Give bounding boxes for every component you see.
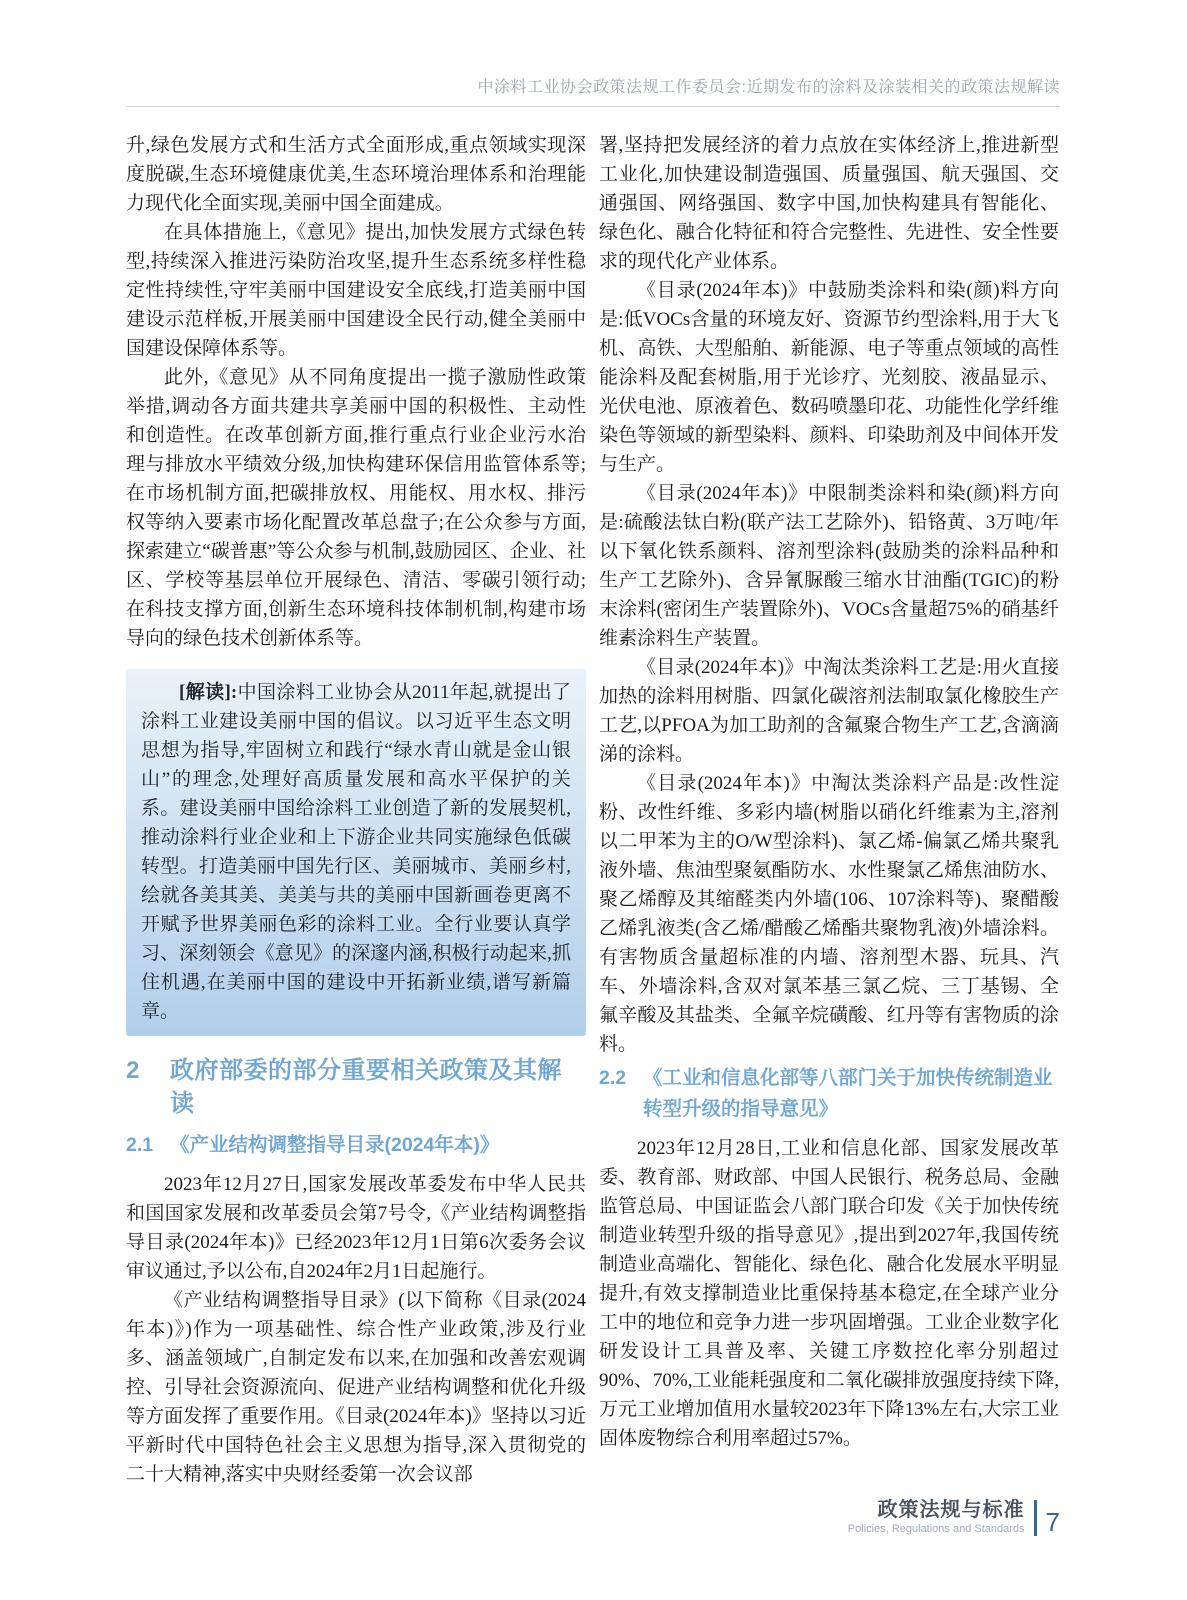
paragraph: 在具体措施上,《意见》提出,加快发展方式绿色转型,持续深入推进污染防治攻坚,提升生态系统多样性稳定性持续性,守牢美丽中国建设安全底线,打造美丽中国建设示范样板,开展美丽中国建设全民行动,健全美丽中国建设保障体系等。 — [126, 222, 586, 359]
right-column — [599, 131, 1059, 1489]
paragraph: 《目录(2024年本)》中淘汰类涂料工艺是:用火直接加热的涂料用树脂、四氯化碳溶剂法制取氯化橡胶生产工艺,以PFOA为加工助剂的含氟聚合物生产工艺,含滴滴涕的涂料。 — [599, 657, 1059, 765]
page-footer — [848, 1499, 1060, 1536]
section-2-heading — [126, 1054, 586, 1120]
interpretation-text: 中国涂料工业协会从2011年起,就提出了涂料工业建设美丽中国的倡议。以习近平生态文明思想为指导,牢固树立和践行“绿水青山就是金山银山”的理念,处理好高质量发展和高水平保护的关系。建设美丽中国给涂料工业创造了新的发展契机,推动涂料行业企业和上下游企业共同实施绿色低碳转型。打造美丽中国先行区、美丽城市、美丽乡村,绘就各美其美、美美与共的美丽中国新画卷更离不开赋予世界美丽色彩的涂料工业。全行业要认真学习、深刻领会《意见》的深邃内涵,积极行动起来,抓住机遇,在美丽中国的建设中开拓新业绩,谱写新篇章。 — [141, 682, 572, 1022]
interpretation-label: [解读]: — [179, 682, 238, 703]
footer-section-title-en: Policies, Regulations and Standards — [847, 1523, 1025, 1535]
paragraph: 《产业结构调整指导目录》(以下简称《目录(2024年本)》)作为一项基础性、综合性产业政策,涉及行业多、涵盖领域广,自制定发布以来,在加强和改善宏观调控、引导社会资源流向、促进产业结构调整和优化升级等方面发挥了重要作用。《目录(2024年本)》坚持以习近平新时代中国特色社会主义思想为指导,深入贯彻党的二十大精神,落实中央财经委第一次会议部 — [126, 1290, 586, 1485]
paragraph: 升,绿色发展方式和生活方式全面形成,重点领域实现深度脱碳,生态环境健康优美,生态环境治理体系和治理能力现代化全面实现,美丽中国全面建成。 — [126, 135, 586, 214]
footer-divider-bar — [1034, 1500, 1037, 1536]
header-rule — [126, 106, 1060, 107]
paragraph: 署,坚持把发展经济的着力点放在实体经济上,推进新型工业化,加快建设制造强国、质量强国、航天强国、交通强国、网络强国、数字中国,加快构建具有智能化、绿色化、融合化特征和符合完整性、先进性、安全性要求的现代化产业体系。 — [599, 135, 1059, 272]
paragraph: 2023年12月28日,工业和信息化部、国家发展改革委、教育部、财政部、中国人民银行、税务总局、金融监管总局、中国证监会八部门联合印发《关于加快传统制造业转型升级的指导意见》,提出到2027年,我国传统制造业高端化、智能化、绿色化、融合化发展水平明显提升,有效支撑制造业比重保持基本稳定,在全球产业分工中的地位和竞争力进一步巩固增强。工业企业数字化研发设计工具普及率、关键工序数控化率分别超过90%、70%,工业能耗强度和二氧化碳排放强度持续下降,万元工业增加值用水量较2023年下降13%左右,大宗工业固体废物综合利用率超过57%。 — [599, 1138, 1059, 1449]
section-number: 2 — [126, 1057, 140, 1084]
subsection-title: 《工业和信息化部等八部门关于加快传统制造业转型升级的指导意见》 — [643, 1067, 1053, 1120]
left-column — [126, 131, 586, 1489]
footer-section-title-cn: 政策法规与标准 — [877, 1499, 1025, 1521]
subsection-2-2-heading — [599, 1063, 1059, 1125]
running-head: 中涂料工业协会政策法规工作委员会:近期发布的涂料及涂装相关的政策法规解读 — [477, 79, 1060, 96]
subsection-number: 2.2 — [599, 1067, 627, 1089]
subsection-title: 《产业结构调整指导目录(2024年本)》 — [170, 1134, 500, 1156]
paragraph: 《目录(2024年本)》中鼓励类涂料和染(颜)料方向是:低VOCs含量的环境友好、资源节约型涂料,用于大飞机、高铁、大型船舶、新能源、电子等重点领域的高性能涂料及配套树脂,用于光诊疗、光刻胶、液晶显示、光伏电池、原液着色、数码喷墨印花、功能性化学纤维染色等领域的新型染料、颜料、印染助剂及中间体开发与生产。 — [599, 280, 1059, 475]
interpretation-paragraph — [141, 678, 571, 1026]
paragraph: 此外,《意见》从不同角度提出一揽子激励性政策举措,调动各方面共建共享美丽中国的积极性、主动性和创造性。在改革创新方面,推行重点行业企业污水治理与排放水平绩效分级,加快构建环保信用监管体系等;在市场机制方面,把碳排放权、用能权、用水权、排污权等纳入要素市场化配置改革总盘子;在公众参与方面,探索建立“碳普惠”等公众参与机制,鼓励园区、企业、社区、学校等基层单位开展绿色、清洁、零碳引领行动;在科技支撑方面,创新生态环境科技体制机制,构建市场导向的绿色技术创新体系等。 — [126, 367, 586, 649]
interpretation-box — [126, 669, 586, 1036]
paragraph: 《目录(2024年本)》中淘汰类涂料产品是:改性淀粉、改性纤维、多彩内墙(树脂以硝化纤维素为主,溶剂以二甲苯为主的O/W型涂料)、氯乙烯-偏氯乙烯共聚乳液外墙、焦油型聚氨酯防水、水性聚氯乙烯焦油防水、聚乙烯醇及其缩醛类内外墙(106、107涂料等)、聚醋酸乙烯乳液类(含乙烯/醋酸乙烯酯共聚物乳液)外墙涂料。有害物质含量超标准的内墙、溶剂型木器、玩具、汽车、外墙涂料,含双对氯苯基三氯乙烷、三丁基锡、全氟辛酸及其盐类、全氟辛烷磺酸、红丹等有害物质的涂料。 — [599, 773, 1059, 1055]
subsection-2-1-heading — [126, 1130, 586, 1161]
page-header — [126, 78, 1060, 107]
paragraph: 2023年12月27日,国家发展改革委发布中华人民共和国国家发展和改革委员会第7号令,《产业结构调整指导目录(2024年本)》已经2023年12月1日第6次委务会议审议通过,予以公布,自2024年2月1日起施行。 — [126, 1174, 586, 1282]
subsection-number: 2.1 — [126, 1134, 154, 1156]
page-number: 7 — [1045, 1507, 1060, 1537]
section-title: 政府部委的部分重要相关政策及其解读 — [170, 1057, 562, 1117]
paragraph: 《目录(2024年本)》中限制类涂料和染(颜)料方向是:硫酸法钛白粉(联产法工艺除外)、铅铬黄、3万吨/年以下氧化铁系颜料、溶剂型涂料(鼓励类的涂料品种和生产工艺除外)、含异氰脲酸三缩水甘油酯(TGIC)的粉末涂料(密闭生产装置除外)、VOCs含量超75%的硝基纤维素涂料生产装置。 — [599, 483, 1059, 649]
two-column-body — [126, 131, 1059, 1489]
footer-section-titles — [848, 1499, 1025, 1536]
